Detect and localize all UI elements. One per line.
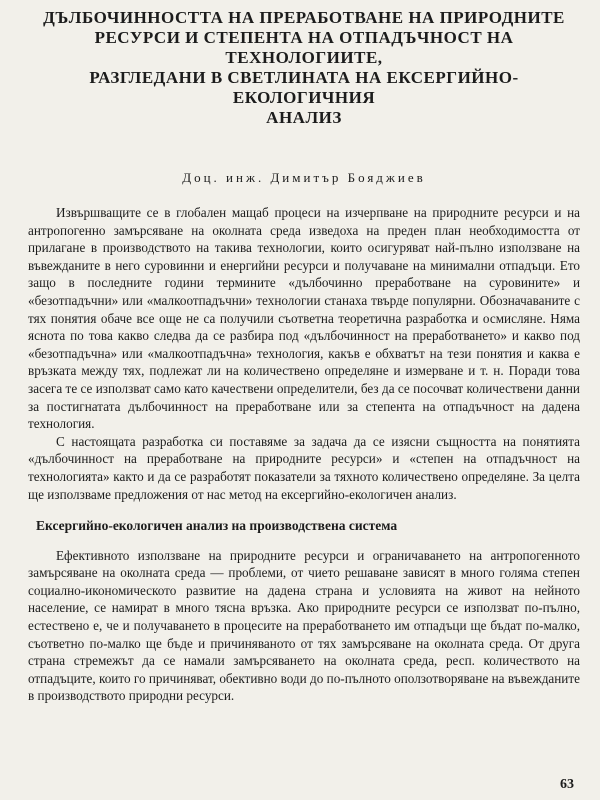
title-line: ДЪЛБОЧИННОСТТА НА ПРЕРАБОТВАНЕ НА ПРИРОДНИТЕ	[43, 8, 565, 27]
title-line: РАЗГЛЕДАНИ В СВЕТЛИНАТА НА ЕКСЕРГИЙНО-ЕКОЛОГИЧНИЯ	[89, 68, 519, 107]
article-title	[28, 8, 580, 128]
author-byline: Доц. инж. Димитър Бояджиев	[182, 170, 426, 185]
title-line: АНАЛИЗ	[266, 108, 342, 127]
article-body	[28, 204, 580, 705]
paragraph: Ефективното използване на природните ресурси и ограничаването на антропогенното замърсяване на околната среда — проблеми, от чието решаване зависят в много голяма степен социално-икономическото развитие на дадена страна и условията на живот на нейното население, се намират в много тясна връзка. Ако природните ресурси се използват по-пълно, естествено е, че и получаването в процесите на преработването им отпадъци ще бъдат по-малко, съответно по-малко ще бъде и причиняваното от тях замърсяване на околната среда. От друга страна стремежът да се намали замърсяването на околната среда, респ. количеството на отпадъците, които го причиняват, обективно води до по-пълното оползотворяване на въвежданите в производството природни ресурси.	[28, 547, 580, 704]
paragraph: Извършващите се в глобален мащаб процеси на изчерпване на природните ресурси и на антропогенно замърсяване на околната среда изведоха на преден план необходимостта от прилагане в производството на такива технологии, които осигуряват най-пълно използване на въвежданите в него суровинни и енергийни ресурси и получаване на минимални отпадъци. Ето защо в последните години термините «дълбочинно преработване на суровините» и «безотпадъчни» или «малкоотпадъчни» технологии станаха твърде популярни. Обозначаваните с тях понятия обаче все още не са получили съответна теоретична разработка и осмисляне. Няма яснота по това какво следва да се разбира под «дълбочинност на преработването» и какво под «безотпадъчна» или «малкоотпадъчна» технология, какъв е обхватът на тези понятия и каква е връзката между тях, подлежат ли на количествено определяне и измерване и т. н. Поради това засега те се използват само като качествени определители, без да се посочват количествени данни за постигнатата дълбочинност на преработване или за степента на отпадъчност на дадена технология.	[28, 205, 580, 432]
title-line: РЕСУРСИ И СТЕПЕНТА НА ОТПАДЪЧНОСТ НА ТЕХНОЛОГИИТЕ,	[94, 28, 514, 67]
section-heading: Ексергийно-екологичен анализ на производствена система	[36, 518, 398, 534]
document-page	[28, 8, 580, 793]
page-number: 63	[560, 777, 574, 792]
paragraph: С настоящата разработка си поставяме за задача да се изясни същността на понятията «дълбочинност на преработване на природните ресурси» и «степен на отпадъчност на технологията» както и да се разработят показатели за тяхното количествено определяне. За целта ще използваме предложения от нас метод на ексергийно-екологичен анализ.	[28, 433, 580, 502]
